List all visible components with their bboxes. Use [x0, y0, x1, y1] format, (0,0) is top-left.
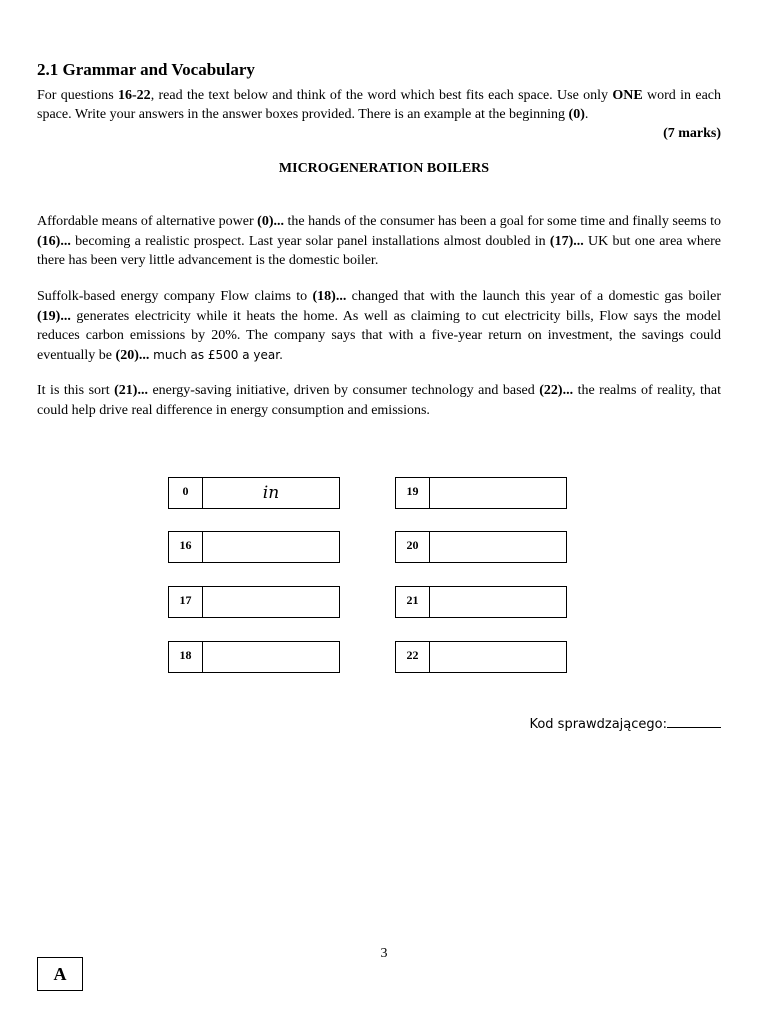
gap-0: (0)...: [257, 214, 284, 229]
paragraph-3: [37, 381, 721, 420]
answer-number: 17: [169, 587, 203, 617]
answer-number: 18: [169, 642, 203, 672]
answer-field[interactable]: [430, 478, 566, 508]
paragraph-text: Suffolk-based energy company Flow claims to: [37, 289, 313, 304]
answer-number: 22: [396, 642, 430, 672]
answer-field[interactable]: [430, 587, 566, 617]
answer-box-18: [168, 641, 340, 673]
instructions-text: word in each space. Write your answers in the answer boxes provided. There is an example at the beginning: [37, 88, 721, 122]
answer-box-16: [168, 531, 340, 563]
answer-number: 19: [396, 478, 430, 508]
paragraph-text: Affordable means of alternative power: [37, 214, 258, 229]
gap-19: (19)...: [37, 308, 71, 324]
answer-number: 20: [396, 532, 430, 562]
question-range: 16-22: [118, 88, 151, 103]
gap-16: (16)...: [37, 233, 71, 249]
answer-field[interactable]: in: [262, 483, 280, 503]
section-title: 2.1 Grammar and Vocabulary: [37, 60, 255, 79]
paragraph-1: [37, 212, 721, 271]
paragraph-text: It is this sort: [37, 383, 115, 398]
answer-box-20: [395, 531, 567, 563]
instructions-text: .: [584, 107, 589, 122]
gap-20: (20)...: [115, 347, 150, 363]
version-box: A: [37, 957, 83, 991]
instructions-text: For questions: [37, 88, 119, 103]
paragraph-text: changed that with the launch this year of a domestic gas boiler: [346, 289, 721, 304]
paragraph-text: much as £500 a year.: [149, 347, 283, 362]
gap-17: (17)...: [549, 233, 584, 249]
answer-number: 21: [396, 587, 430, 617]
paragraph-text: energy-saving initiative, driven by consumer technology and based: [147, 383, 540, 398]
paragraph-text: UK but one area where there has been very little advancement is the domestic boiler.: [37, 233, 722, 268]
answer-box-21: [395, 586, 567, 618]
answer-box-17: [168, 586, 340, 618]
answer-field[interactable]: [430, 642, 566, 672]
paragraph-text: the realms of reality, that could help drive real difference in energy consumption and emissions.: [37, 383, 721, 418]
example-ref: (0): [568, 107, 585, 122]
checker-code-field[interactable]: [667, 715, 721, 728]
gap-22: (22)...: [539, 383, 574, 398]
answer-box-22: [395, 641, 567, 673]
instructions: [37, 86, 721, 143]
marks-label: (7 marks): [663, 126, 721, 141]
paragraph-2: [37, 287, 721, 365]
checker-code: [529, 715, 721, 732]
text-title: MICROGENERATION BOILERS: [278, 161, 490, 176]
answer-number: 16: [169, 532, 203, 562]
gap-18: (18)...: [312, 289, 347, 304]
paragraph-text: becoming a realistic prospect. Last year solar panel installations almost doubled in: [70, 233, 550, 249]
paragraph-text: the hands of the consumer has been a goal for some time and finally seems to: [283, 214, 721, 229]
answer-field[interactable]: [430, 532, 566, 562]
page-number: 3: [380, 946, 388, 961]
answer-box-19: [395, 477, 567, 509]
instructions-text: , read the text below and think of the word which best fits each space. Use only: [150, 88, 613, 103]
answer-field[interactable]: [203, 642, 339, 672]
gap-21: (21)...: [114, 383, 148, 398]
answer-field[interactable]: [203, 532, 339, 562]
answer-box-0: [168, 477, 340, 509]
answer-field[interactable]: [203, 587, 339, 617]
paragraph-text: generates electricity while it heats the home. As well as claiming to cut electricity bills, Flow says the model reduces carbon emissions by 20%. The company says that with a five-year return on investment, the savings could eventually be: [37, 308, 721, 363]
checker-label: Kod sprawdzającego:: [529, 717, 667, 732]
one-word-emphasis: ONE: [612, 88, 643, 103]
answer-number: 0: [169, 478, 203, 508]
